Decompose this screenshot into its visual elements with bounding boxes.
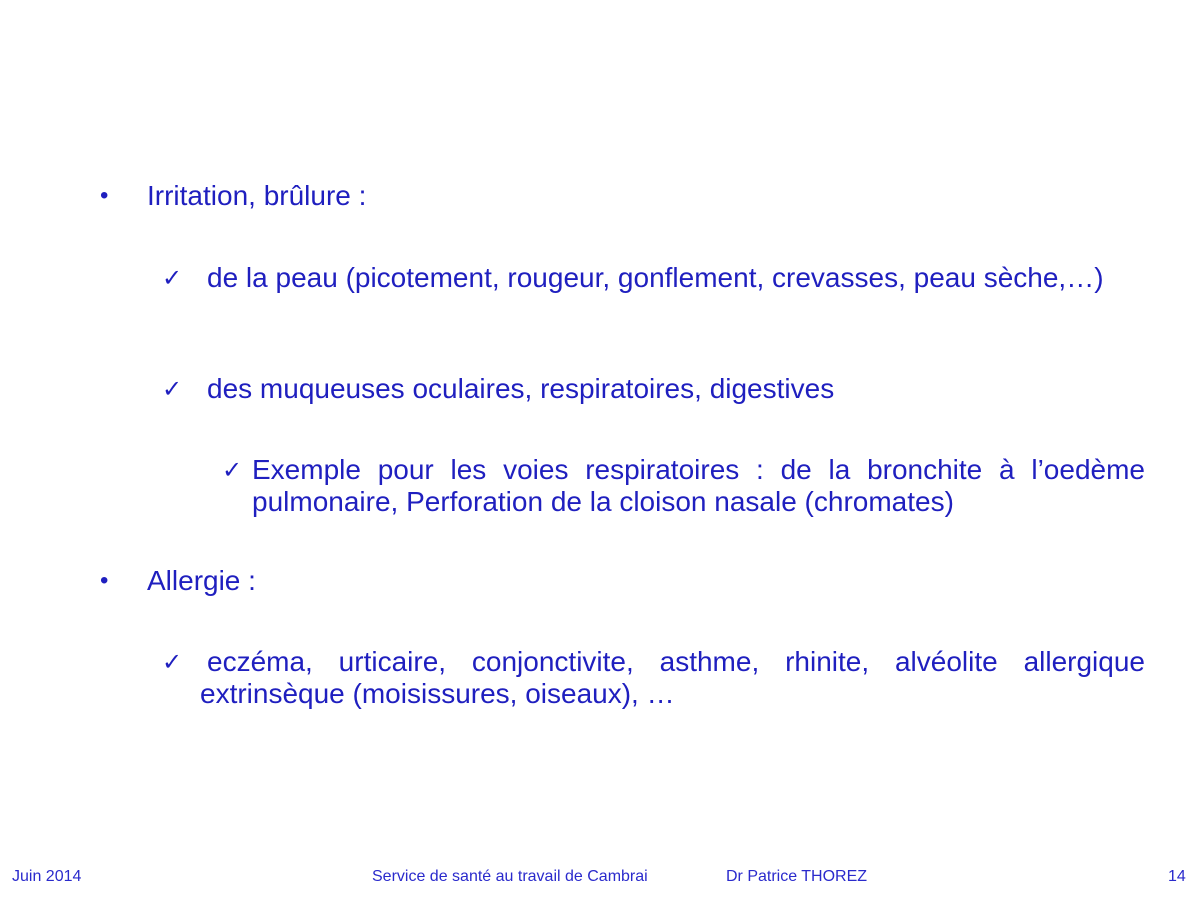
- footer-date: Juin 2014: [12, 868, 82, 885]
- bullet-text: Allergie :: [147, 565, 256, 596]
- bullet-marker: •: [100, 182, 109, 209]
- checkmark-icon: ✓: [222, 456, 243, 484]
- bullet-text: Irritation, brûlure :: [147, 180, 367, 211]
- footer-organization: Service de santé au travail de Cambrai: [372, 868, 648, 885]
- check-text: des muqueuses oculaires, respiratoires, digestives: [207, 373, 835, 404]
- footer-author: Dr Patrice THOREZ: [726, 868, 868, 885]
- bullet-item-allergy: [100, 565, 1145, 597]
- footer-page-number: 14: [1168, 868, 1186, 885]
- bullet-marker: •: [100, 567, 109, 594]
- check-item-skin: [162, 262, 1145, 294]
- bullet-item-irritation: [100, 180, 1145, 212]
- checkmark-icon: ✓: [162, 648, 183, 676]
- checkmark-icon: ✓: [162, 375, 183, 403]
- check-item-mucous: [162, 373, 1145, 405]
- check-text: eczéma, urticaire, conjonctivite, asthme, rhinite, alvéolite allergique extrinsèque (moisissures, oiseaux), …: [200, 646, 1145, 709]
- check-text: de la peau (picotement, rougeur, gonflement, crevasses, peau sèche,…): [207, 262, 1104, 293]
- check-item-example: [222, 454, 1145, 518]
- check-text: Exemple pour les voies respiratoires : de la bronchite à l’oedème pulmonaire, Perforation de la cloison nasale (chromates): [252, 454, 1145, 517]
- check-item-allergy-list: [162, 646, 1145, 710]
- checkmark-icon: ✓: [162, 264, 183, 292]
